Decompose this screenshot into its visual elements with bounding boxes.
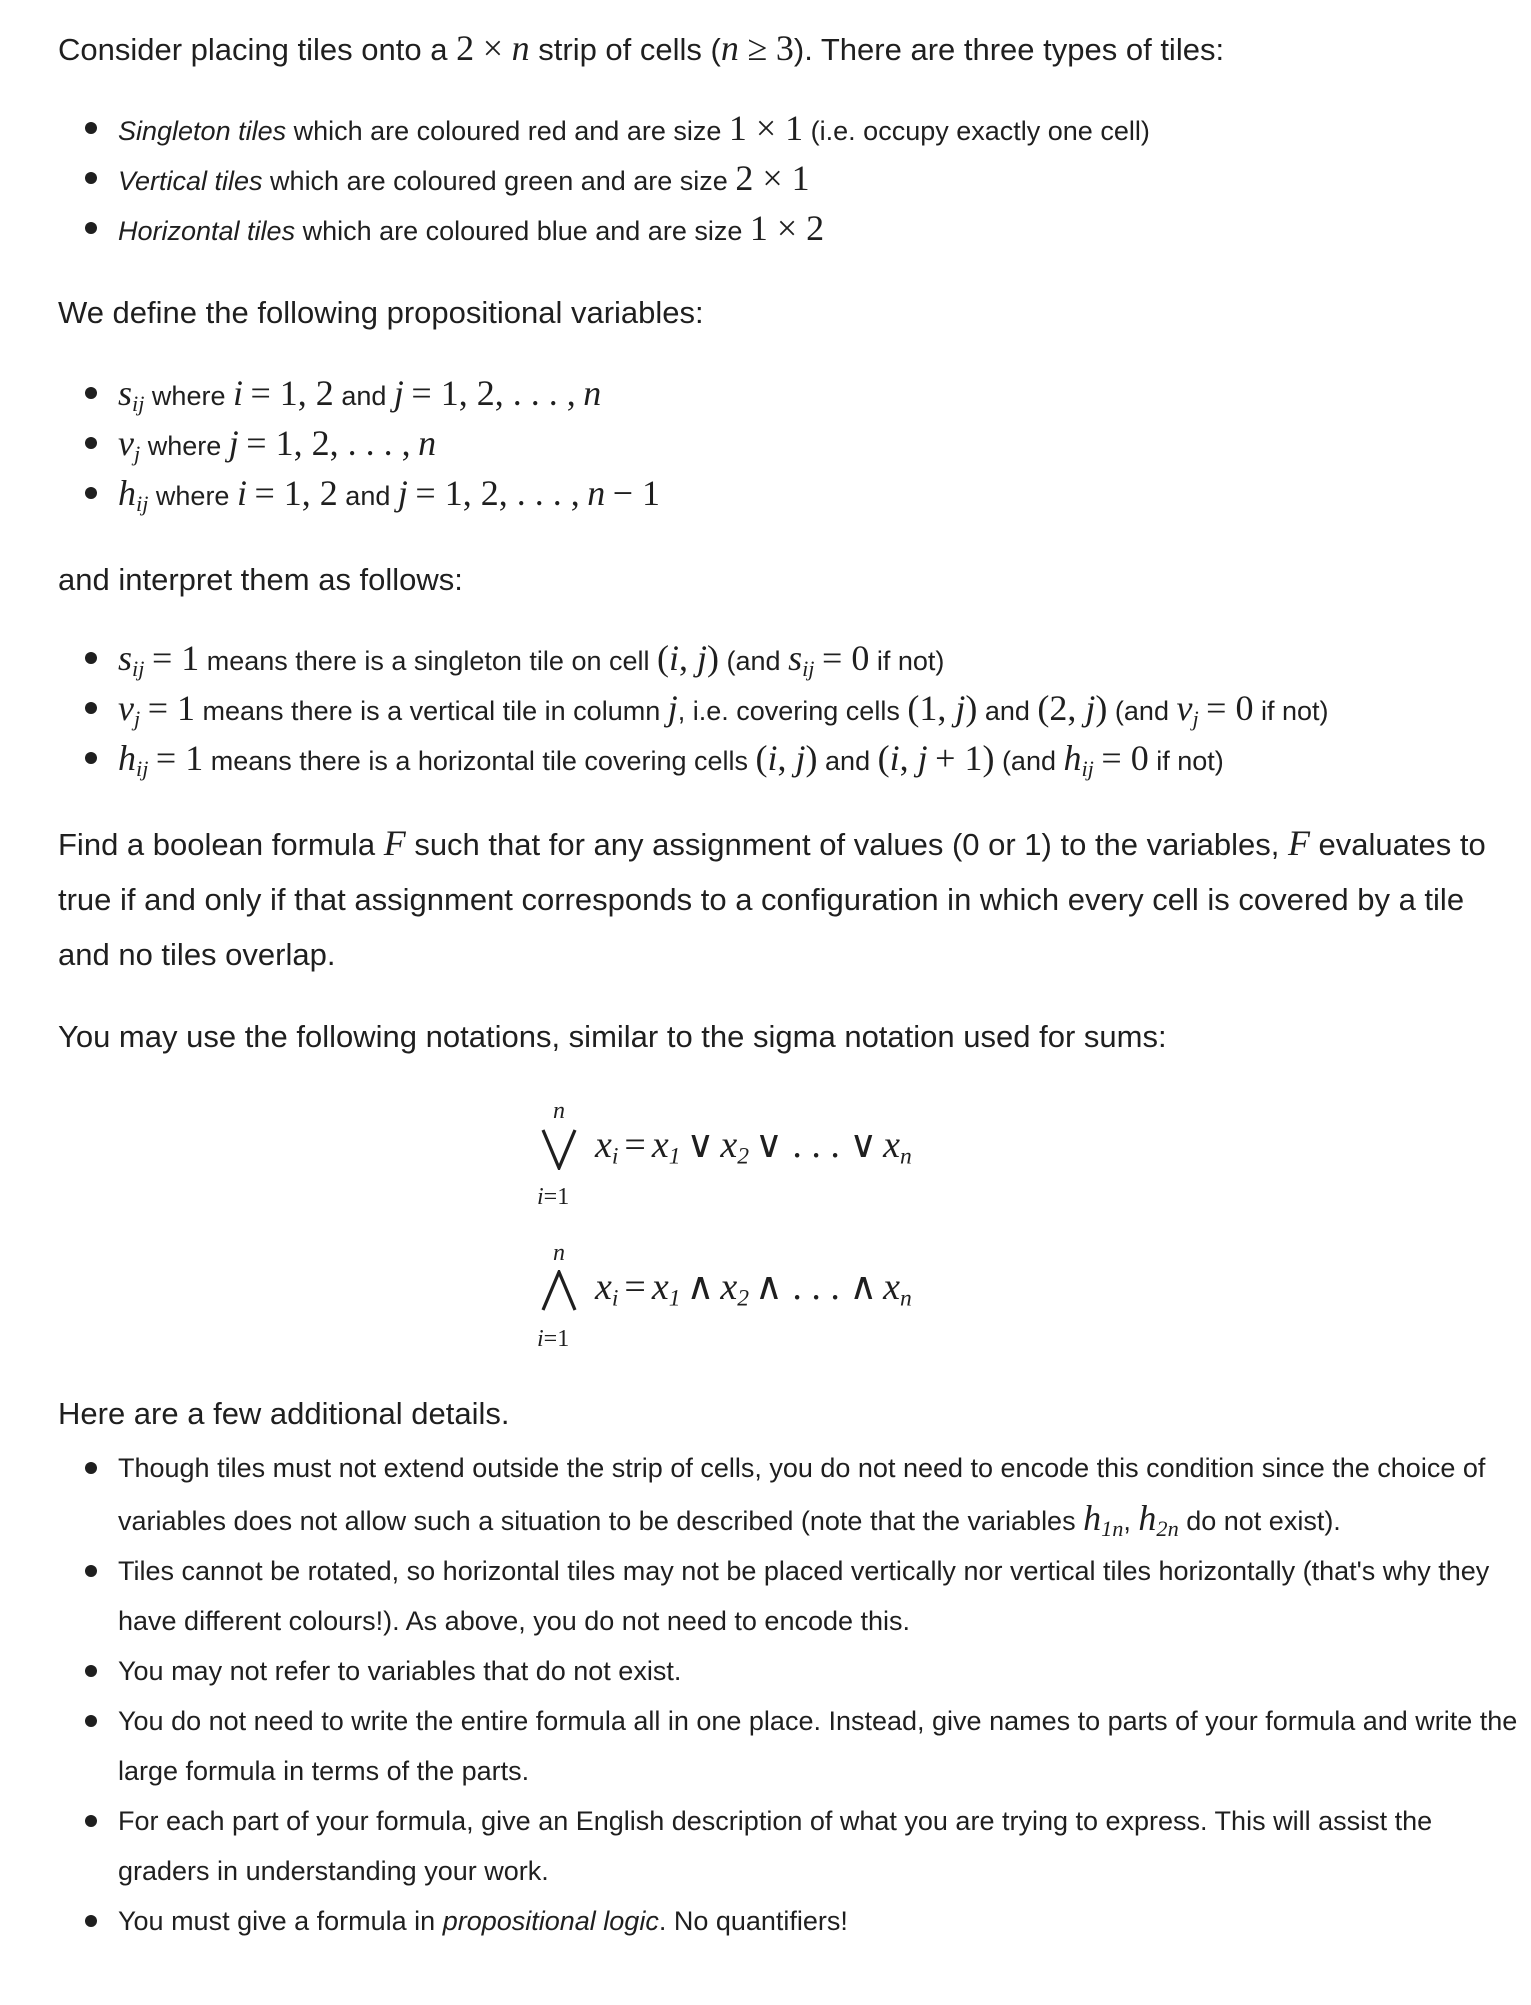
lower-limit: i=1 [537,1326,570,1352]
tile-types-list [58,103,1150,253]
list-item: For each part of your formula, give an English description of what you are trying to express. This will assist the graders in understanding your work. [58,1796,1528,1896]
big-and-symbol [539,1270,579,1312]
formula-body: $x_i = x_1$ ∧ $x_2$ ∧ . . . ∧ $x_n$ [595,1266,912,1312]
upper-limit: n [553,1098,565,1124]
intro-paragraph: Consider placing tiles onto a 2 × n strip of cells (n ≥ 3). There are three types of tiles: [58,28,1225,68]
big-and-formula [535,1240,1135,1370]
list-item: $h_{ij}$ where i = 1, 2 and j = 1, 2, . . . , n − 1 [58,468,660,518]
list-item: You may not refer to variables that do not exist. [58,1646,1528,1696]
list-item: Tiles cannot be rotated, so horizontal tiles may not be placed vertically nor vertical tiles horizontally (that's why they have different colours!). As above, you do not need to encode this. [58,1546,1528,1646]
list-item: You do not need to write the entire formula all in one place. Instead, give names to parts of your formula and write the large formula in terms of the parts. [58,1696,1528,1796]
task-paragraph: Find a boolean formula F such that for any assignment of values (0 or 1) to the variables, F evaluates to true if and only if that assignment corresponds to a configuration in which every cell is covered by a tile and no tiles overlap. [58,823,1486,972]
variables-list [58,368,660,518]
notation-heading: You may use the following notations, similar to the sigma notation used for sums: [58,1019,1167,1054]
define-heading: We define the following propositional variables: [58,295,704,330]
details-heading: Here are a few additional details. [58,1396,510,1431]
details-list [58,1443,1528,1946]
list-item: Horizontal tiles which are coloured blue and are size 1 × 2 [58,203,1150,253]
formula-body: $x_i = x_1$ ∨ $x_2$ ∨ . . . ∨ $x_n$ [595,1124,912,1170]
list-item: $s_{ij} = 1$ means there is a singleton tile on cell (i, j) (and $s_{ij} = 0$ if not) [58,633,1329,683]
list-item: You must give a formula in propositional logic. No quantifiers! [58,1896,1528,1946]
list-item: $v_j = 1$ means there is a vertical tile in column j, i.e. covering cells (1, j) and (2, j) (and $v_j = 0$ if not) [58,683,1329,733]
interpret-heading: and interpret them as follows: [58,562,463,597]
list-item: Vertical tiles which are coloured green and are size 2 × 1 [58,153,1150,203]
big-or-formula [535,1098,1135,1228]
list-item: $h_{ij} = 1$ means there is a horizontal tile covering cells (i, j) and (i, j + 1) (and $h_{ij} = 0$ if not) [58,733,1329,783]
lower-limit: i=1 [537,1184,570,1210]
list-item: $v_j$ where j = 1, 2, . . . , n [58,418,660,468]
interpretations-list [58,633,1329,783]
big-or-symbol [539,1128,579,1170]
list-item: Singleton tiles which are coloured red and are size 1 × 1 (i.e. occupy exactly one cell) [58,103,1150,153]
upper-limit: n [553,1240,565,1266]
list-item: Though tiles must not extend outside the strip of cells, you do not need to encode this condition since the choice of variables does not allow such a situation to be described (note that the variables $h_{1n}$, $h_{2n}$ do not exist). [58,1443,1528,1546]
list-item: $s_{ij}$ where i = 1, 2 and j = 1, 2, . . . , n [58,368,660,418]
